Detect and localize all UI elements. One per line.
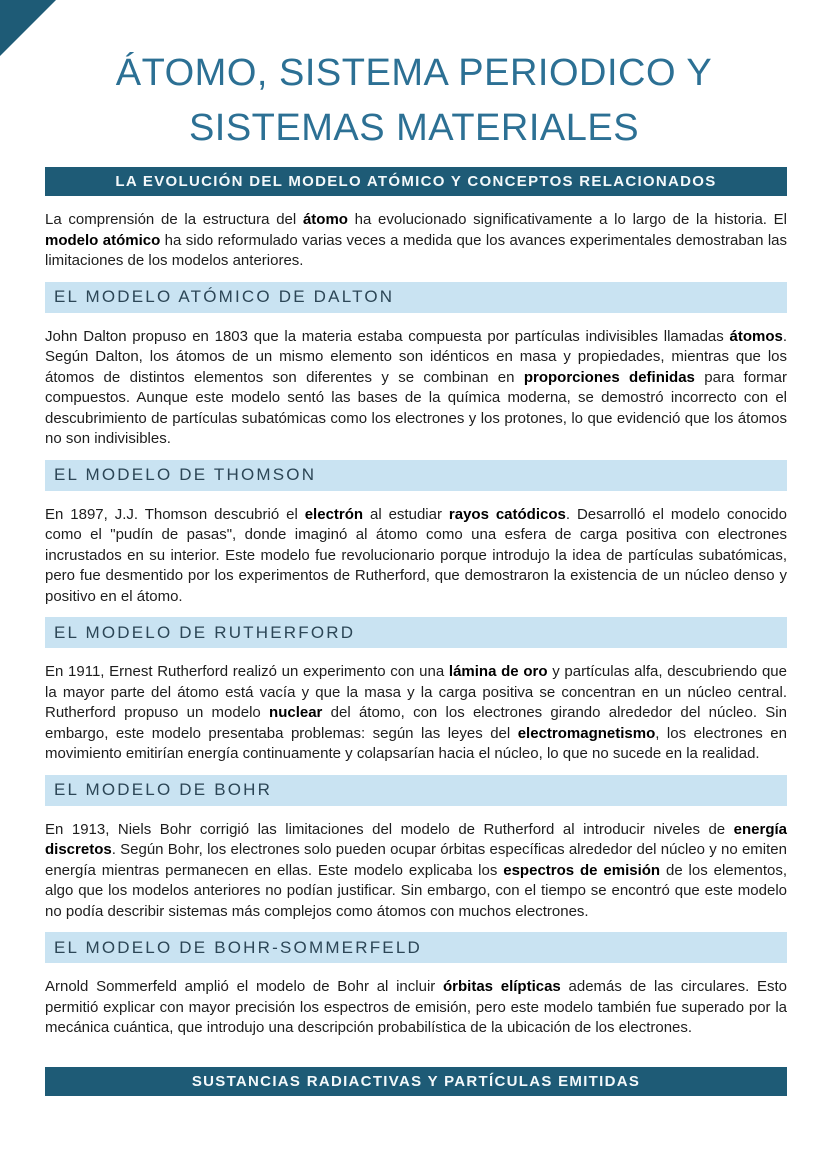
section-paragraph-thomson: En 1897, J.J. Thomson descubrió el electrón al estudiar rayos catódicos. Desarrolló el modelo conocido como el "pudín de pasas", donde imaginó al átomo como una esfera de carga positiva con electrones incrustados en su interior. Este modelo fue revolucionario porque introdujo la idea de partículas subatómicas, pero fue desmentido por los experimentos de Rutherford, que demostraron la existencia de un núcleo denso y positivo en el átomo. [45, 505, 787, 605]
section-heading-rutherford [45, 617, 787, 648]
bottom-section-banner [45, 1067, 787, 1096]
section-heading-dalton [45, 282, 787, 313]
section-heading-bohr-label: EL MODELO DE BOHR [54, 780, 273, 799]
section-paragraph-rutherford: En 1911, Ernest Rutherford realizó un experimento con una lámina de oro y partículas alfa, descubriendo que la mayor parte del átomo está vacía y que la masa y la carga positiva se concentran en un núcleo central. Rutherford propuso un modelo nuclear del átomo, con los electrones girando alrededor del núcleo. Sin embargo, este modelo presentaba problemas: según las leyes del electromagnetismo, los electrones en movimiento emitirían energía continuamente y colapsarían hacia el núcleo, lo que no sucede en la realidad. [45, 663, 787, 762]
section-heading-rutherford-label: EL MODELO DE RUTHERFORD [54, 622, 356, 642]
section-paragraph-bohr-sommerfeld: Arnold Sommerfeld amplió el modelo de Bohr al incluir órbitas elípticas además de las circulares. Esto permitió explicar con mayor precisión los espectros de emisión, pero este modelo también fue superado por la mecánica cuántica, que introdujo una descripción probabilística de la ubicación de los electrones. [45, 978, 787, 1036]
section-heading-bohr-sommerfeld-label: EL MODELO DE BOHR-SOMMERFELD [54, 937, 422, 957]
section-paragraph-bohr: En 1913, Niels Bohr corrigió las limitaciones del modelo de Rutherford al introducir niveles de energía discretos. Según Bohr, los electrones solo pueden ocupar órbitas específicas alrededor del núcleo y no emiten energía mientras permanecen en ellas. Este modelo explicaba los espectros de emisión de los elementos, algo que los modelos anteriores no podían justificar. Sin embargo, con el tiempo se encontró que este modelo no podía describir sistemas más complejos como átomos con muchos electrones. [45, 820, 787, 920]
page-title-line-2: SISTEMAS MATERIALES [188, 107, 640, 149]
corner-triangle-decoration [0, 0, 56, 56]
top-section-banner-label: LA EVOLUCIÓN DEL MODELO ATÓMICO Y CONCEPTOS RELACIONADOS [115, 173, 717, 190]
section-heading-dalton-label: EL MODELO ATÓMICO DE DALTON [54, 287, 395, 306]
page-title-line-1: ÁTOMO, SISTEMA PERIODICO Y [115, 52, 713, 94]
bottom-section-banner-label: SUSTANCIAS RADIACTIVAS Y PARTÍCULAS EMITIDAS [191, 1073, 641, 1090]
section-heading-bohr [45, 775, 787, 806]
section-heading-bohr-sommerfeld [45, 932, 787, 963]
page-title [42, 46, 786, 156]
section-paragraph-dalton: John Dalton propuso en 1803 que la materia estaba compuesta por partículas indivisibles llamadas átomos. Según Dalton, los átomos de un mismo elemento son idénticos en masa y propiedades, mientras que los átomos de distintos elementos son diferentes y se combinan en proporciones definidas para formar compuestos. Aunque este modelo sentó las bases de la química moderna, se demostró incorrecto con el descubrimiento de partículas subatómicas como los electrones y los protones, lo que evidenció que los átomos no son indivisibles. [45, 327, 787, 447]
section-heading-thomson [45, 460, 787, 491]
intro-paragraph: La comprensión de la estructura del átomo ha evolucionado significativamente a lo largo de la historia. El modelo atómico ha sido reformulado varias veces a medida que los avances experimentales demostraban las limitaciones de los modelos anteriores. [45, 211, 788, 269]
top-section-banner [45, 167, 787, 196]
section-heading-thomson-label: EL MODELO DE THOMSON [54, 465, 317, 484]
